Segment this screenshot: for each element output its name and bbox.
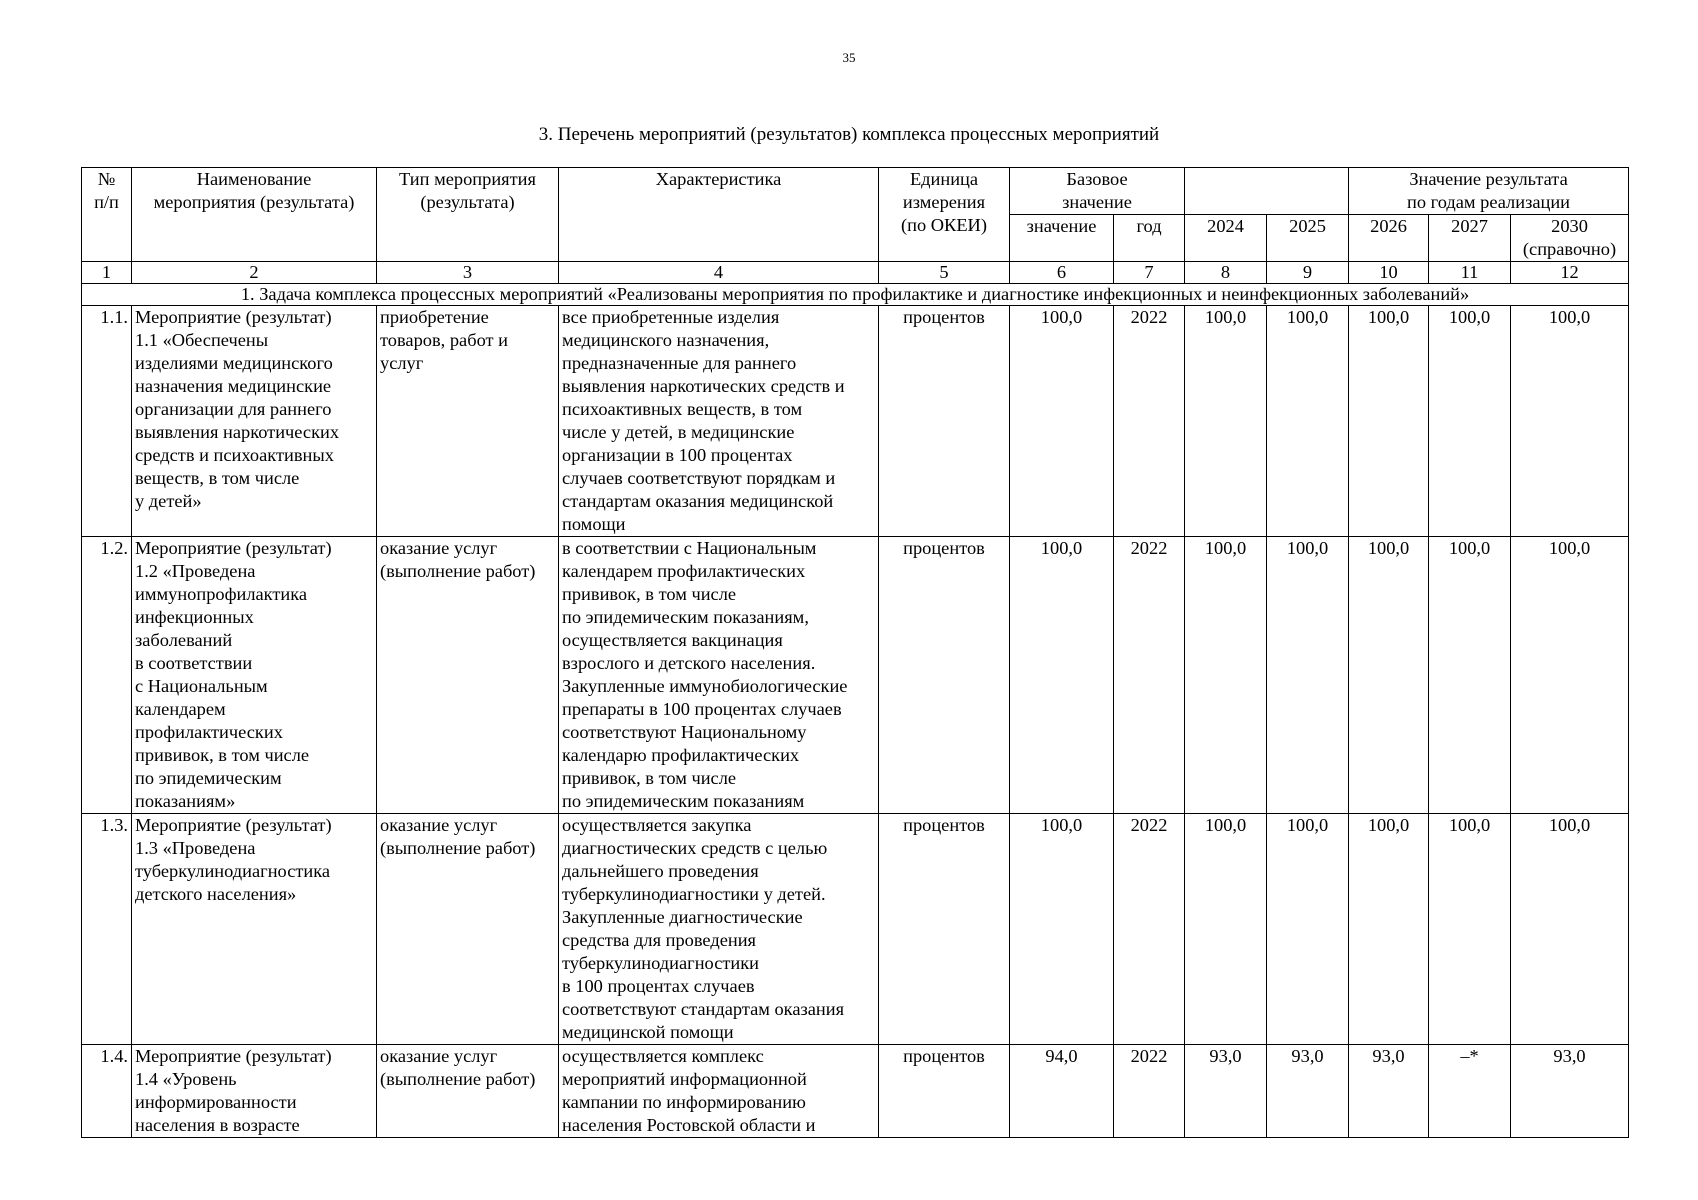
activity-name: Мероприятие (результат) 1.2 «Проведена иммунопрофилактика инфекционных заболеваний в соответствии с Национальным календарем профилактических прививок, в том числе по эпидемическим показаниям»: [132, 537, 377, 814]
header-year-2030: 2030 (справочно): [1511, 215, 1629, 262]
column-number: 8: [1185, 262, 1267, 284]
header-name: Наименование мероприятия (результата): [132, 168, 377, 262]
column-number: 4: [559, 262, 879, 284]
table-row: [82, 814, 1629, 1045]
value-2024-cell: 100,0: [1185, 814, 1267, 1045]
row-number: 1.1.: [82, 306, 132, 537]
activity-characteristic: осуществляется комплекс мероприятий информационной кампании по информированию населения Ростовской области и: [559, 1045, 879, 1138]
value-2026-cell: 100,0: [1349, 814, 1429, 1045]
row-number: 1.3.: [82, 814, 132, 1045]
column-number: 12: [1511, 262, 1629, 284]
header-results-group: Значение результата по годам реализации: [1349, 168, 1629, 215]
activity-characteristic: в соответствии с Национальным календарем профилактических прививок, в том числе по эпидемическим показаниям, осуществляется вакцинация взрослого и детского населения. Закупленные иммунобиологические препараты в 100 процентах случаев соответствуют Национальному календарю профилактических прививок, в том числе по эпидемическим показаниям: [559, 537, 879, 814]
column-number: 11: [1429, 262, 1511, 284]
base-value-cell: 100,0: [1010, 306, 1114, 537]
row-number: 1.2.: [82, 537, 132, 814]
value-2024-cell: 100,0: [1185, 537, 1267, 814]
header-year-2026: 2026: [1349, 215, 1429, 262]
base-year-cell: 2022: [1114, 537, 1185, 814]
value-2024-cell: 100,0: [1185, 306, 1267, 537]
activity-characteristic: осуществляется закупка диагностических средств с целью дальнейшего проведения туберкулинодиагностики у детей. Закупленные диагностические средства для проведения туберкулинодиагностики в 100 процентах случаев соответствуют стандартам оказания медицинской помощи: [559, 814, 879, 1045]
value-2025-cell: 100,0: [1267, 306, 1349, 537]
task-heading-row: [82, 284, 1629, 306]
column-number: 7: [1114, 262, 1185, 284]
value-2025-cell: 100,0: [1267, 814, 1349, 1045]
base-year-cell: 2022: [1114, 1045, 1185, 1138]
header-year-2025: 2025: [1267, 215, 1349, 262]
value-2027-cell: 100,0: [1429, 814, 1511, 1045]
activity-name: Мероприятие (результат) 1.1 «Обеспечены изделиями медицинского назначения медицинские организации для раннего выявления наркотических средств и психоактивных веществ, в том числе у детей»: [132, 306, 377, 537]
header-base-year: год: [1114, 215, 1185, 262]
header-number: № п/п: [82, 168, 132, 262]
header-type: Тип мероприятия (результата): [377, 168, 559, 262]
activity-characteristic: все приобретенные изделия медицинского назначения, предназначенные для раннего выявления наркотических средств и психоактивных веществ, в том числе у детей, в медицинские организации в 100 процентах случаев соответствуют порядкам и стандартам оказания медицинской помощи: [559, 306, 879, 537]
unit-cell: процентов: [879, 814, 1010, 1045]
activity-type: оказание услуг (выполнение работ): [377, 537, 559, 814]
header-year-2027: 2027: [1429, 215, 1511, 262]
header-year-2024: 2024: [1185, 215, 1267, 262]
value-2026-cell: 93,0: [1349, 1045, 1429, 1138]
page-number: 35: [842, 50, 856, 65]
column-number-row: [82, 262, 1629, 284]
value-2027-cell: 100,0: [1429, 537, 1511, 814]
header-base-group: Базовое значение: [1010, 168, 1185, 215]
header-unit: Единица измерения (по ОКЕИ): [879, 168, 1010, 262]
activity-name: Мероприятие (результат) 1.4 «Уровень информированности населения в возрасте: [132, 1045, 377, 1138]
base-value-cell: 100,0: [1010, 537, 1114, 814]
header-base-value: значение: [1010, 215, 1114, 262]
value-2027-cell: –*: [1429, 1045, 1511, 1138]
column-number: 6: [1010, 262, 1114, 284]
document-title: 3. Перечень мероприятий (результатов) комплекса процессных мероприятий: [538, 124, 1160, 145]
column-number: 10: [1349, 262, 1429, 284]
table-row: [82, 537, 1629, 814]
activities-table: [81, 167, 1629, 1138]
base-value-cell: 94,0: [1010, 1045, 1114, 1138]
activity-name: Мероприятие (результат) 1.3 «Проведена туберкулинодиагностика детского населения»: [132, 814, 377, 1045]
value-2026-cell: 100,0: [1349, 537, 1429, 814]
activity-type: приобретение товаров, работ и услуг: [377, 306, 559, 537]
base-year-cell: 2022: [1114, 814, 1185, 1045]
unit-cell: процентов: [879, 1045, 1010, 1138]
column-number: 1: [82, 262, 132, 284]
table-row: [82, 306, 1629, 537]
value-2030-cell: 100,0: [1511, 814, 1629, 1045]
task-heading: 1. Задача комплекса процессных мероприятий «Реализованы мероприятия по профилактике и диагностике инфекционных и неинфекционных заболеваний»: [82, 284, 1629, 306]
header-row-top: [82, 168, 1629, 215]
unit-cell: процентов: [879, 537, 1010, 814]
base-value-cell: 100,0: [1010, 814, 1114, 1045]
column-number: 2: [132, 262, 377, 284]
value-2025-cell: 100,0: [1267, 537, 1349, 814]
column-number: 9: [1267, 262, 1349, 284]
row-number: 1.4.: [82, 1045, 132, 1138]
header-characteristic: Характеристика: [559, 168, 879, 262]
value-2026-cell: 100,0: [1349, 306, 1429, 537]
header-blank-cell: [1185, 168, 1349, 215]
unit-cell: процентов: [879, 306, 1010, 537]
value-2025-cell: 93,0: [1267, 1045, 1349, 1138]
activity-type: оказание услуг (выполнение работ): [377, 1045, 559, 1138]
column-number: 5: [879, 262, 1010, 284]
table-row: [82, 1045, 1629, 1138]
base-year-cell: 2022: [1114, 306, 1185, 537]
column-number: 3: [377, 262, 559, 284]
activity-type: оказание услуг (выполнение работ): [377, 814, 559, 1045]
value-2030-cell: 93,0: [1511, 1045, 1629, 1138]
value-2027-cell: 100,0: [1429, 306, 1511, 537]
value-2030-cell: 100,0: [1511, 537, 1629, 814]
value-2030-cell: 100,0: [1511, 306, 1629, 537]
value-2024-cell: 93,0: [1185, 1045, 1267, 1138]
